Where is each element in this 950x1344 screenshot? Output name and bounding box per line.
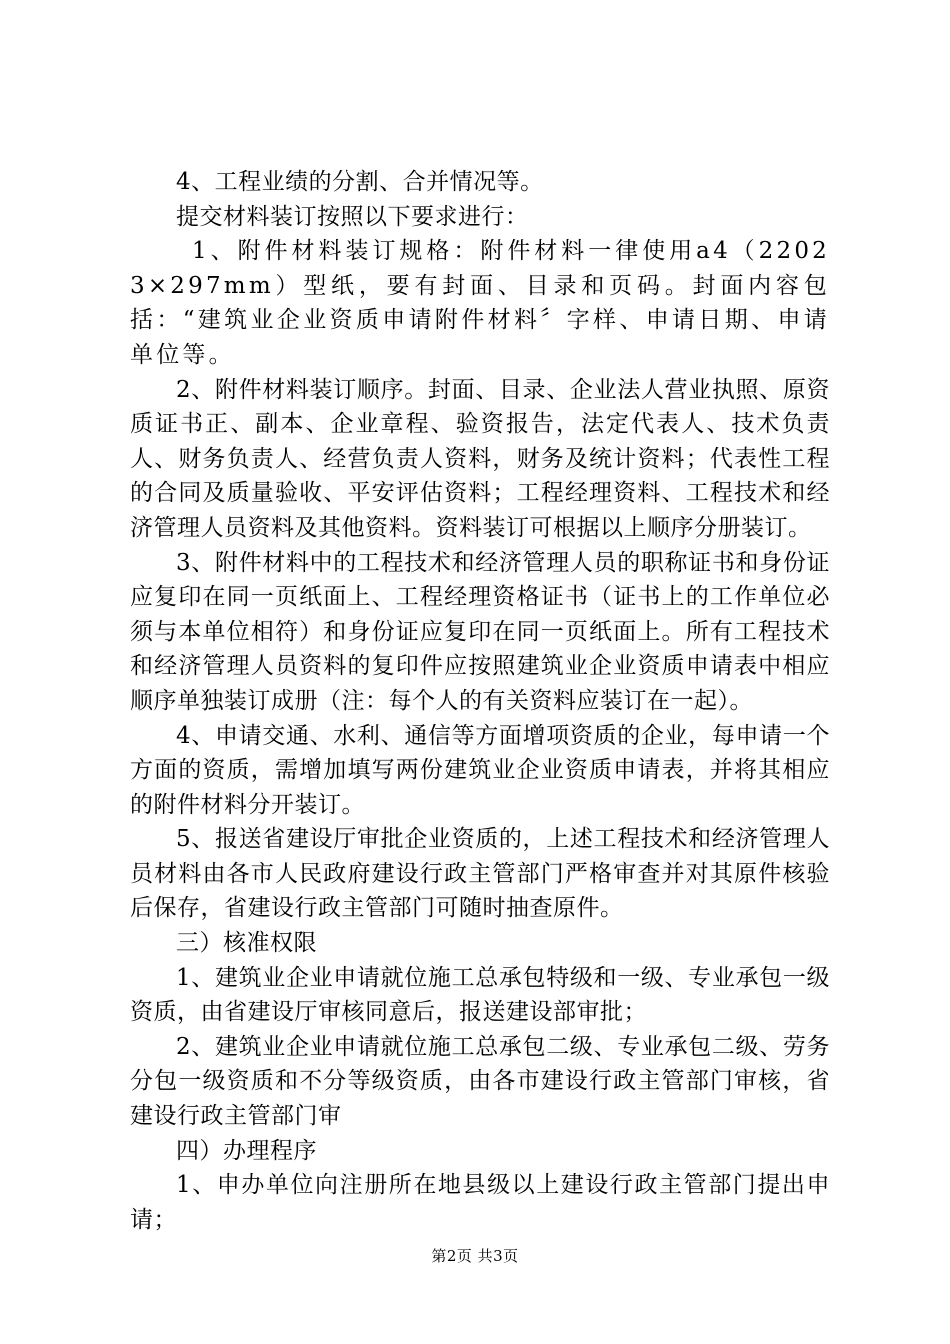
page-number-footer: 第2页 共3页 xyxy=(431,1247,519,1265)
paragraph-binding-spec: 1、附件材料装订规格：附件材料一律使用a4（22023×297mm）型纸，要有封面、目录和页码。封面内容包括：“建筑业企业资质申请附件材料〞字样、申请日期、申请单位等。 xyxy=(130,238,830,368)
document-body xyxy=(130,165,830,1237)
paragraph-procedure-step-1: 1、申办单位向注册所在地县级以上建设行政主管部门提出申请； xyxy=(130,1172,830,1233)
paragraph-item-4-performance: 4、工程业绩的分割、合并情况等。 xyxy=(176,169,544,195)
paragraph-binding-order: 2、附件材料装订顺序。封面、目录、企业法人营业执照、原资质证书正、副本、企业章程、验资报告，法定代表人、技术负责人、财务负责人、经营负责人资料，财务及统计资料；代表性工程的合同及质量验收、平安评估资料；工程经理资料、工程技术和经济管理人员资料及其他资料。资料装订可根据以上顺序分册装订。 xyxy=(130,376,830,541)
paragraph-binding-requirements: 提交材料装订按照以下要求进行： xyxy=(176,203,529,230)
paragraph-approval-level-1: 1、建筑业企业申请就位施工总承包特级和一级、专业承包一级资质，由省建设厅审核同意后，报送建设部审批； xyxy=(130,964,830,1026)
section-heading-procedure: 四）办理程序 xyxy=(176,1137,317,1164)
paragraph-additional-qualifications: 4、申请交通、水利、通信等方面增项资质的企业，每申请一个方面的资质，需增加填写两份建筑业企业资质申请表，并将其相应的附件材料分开装订。 xyxy=(130,722,830,818)
paragraph-certificate-copies: 3、附件材料中的工程技术和经济管理人员的职称证书和身份证应复印在同一页纸面上、工程经理资格证书（证书上的工作单位必须与本单位相符）和身份证应复印在同一页纸面上。所有工程技术和经济管理人员资料的复印件应按照建筑业企业资质申请表中相应顺序单独装订成册（注：每个人的有关资料应装订在一起）。 xyxy=(130,549,830,714)
section-heading-approval-authority: 三）核准权限 xyxy=(176,930,317,957)
paragraph-approval-level-2: 2、建筑业企业申请就位施工总承包二级、专业承包二级、劳务分包一级资质和不分等级资质，由各市建设行政主管部门审核，省建设行政主管部门审 xyxy=(130,1033,830,1130)
paragraph-provincial-review: 5、报送省建设厅审批企业资质的，上述工程技术和经济管理人员材料由各市人民政府建设行政主管部门严格审查并对其原件核验后保存，省建设行政主管部门可随时抽查原件。 xyxy=(130,826,830,922)
